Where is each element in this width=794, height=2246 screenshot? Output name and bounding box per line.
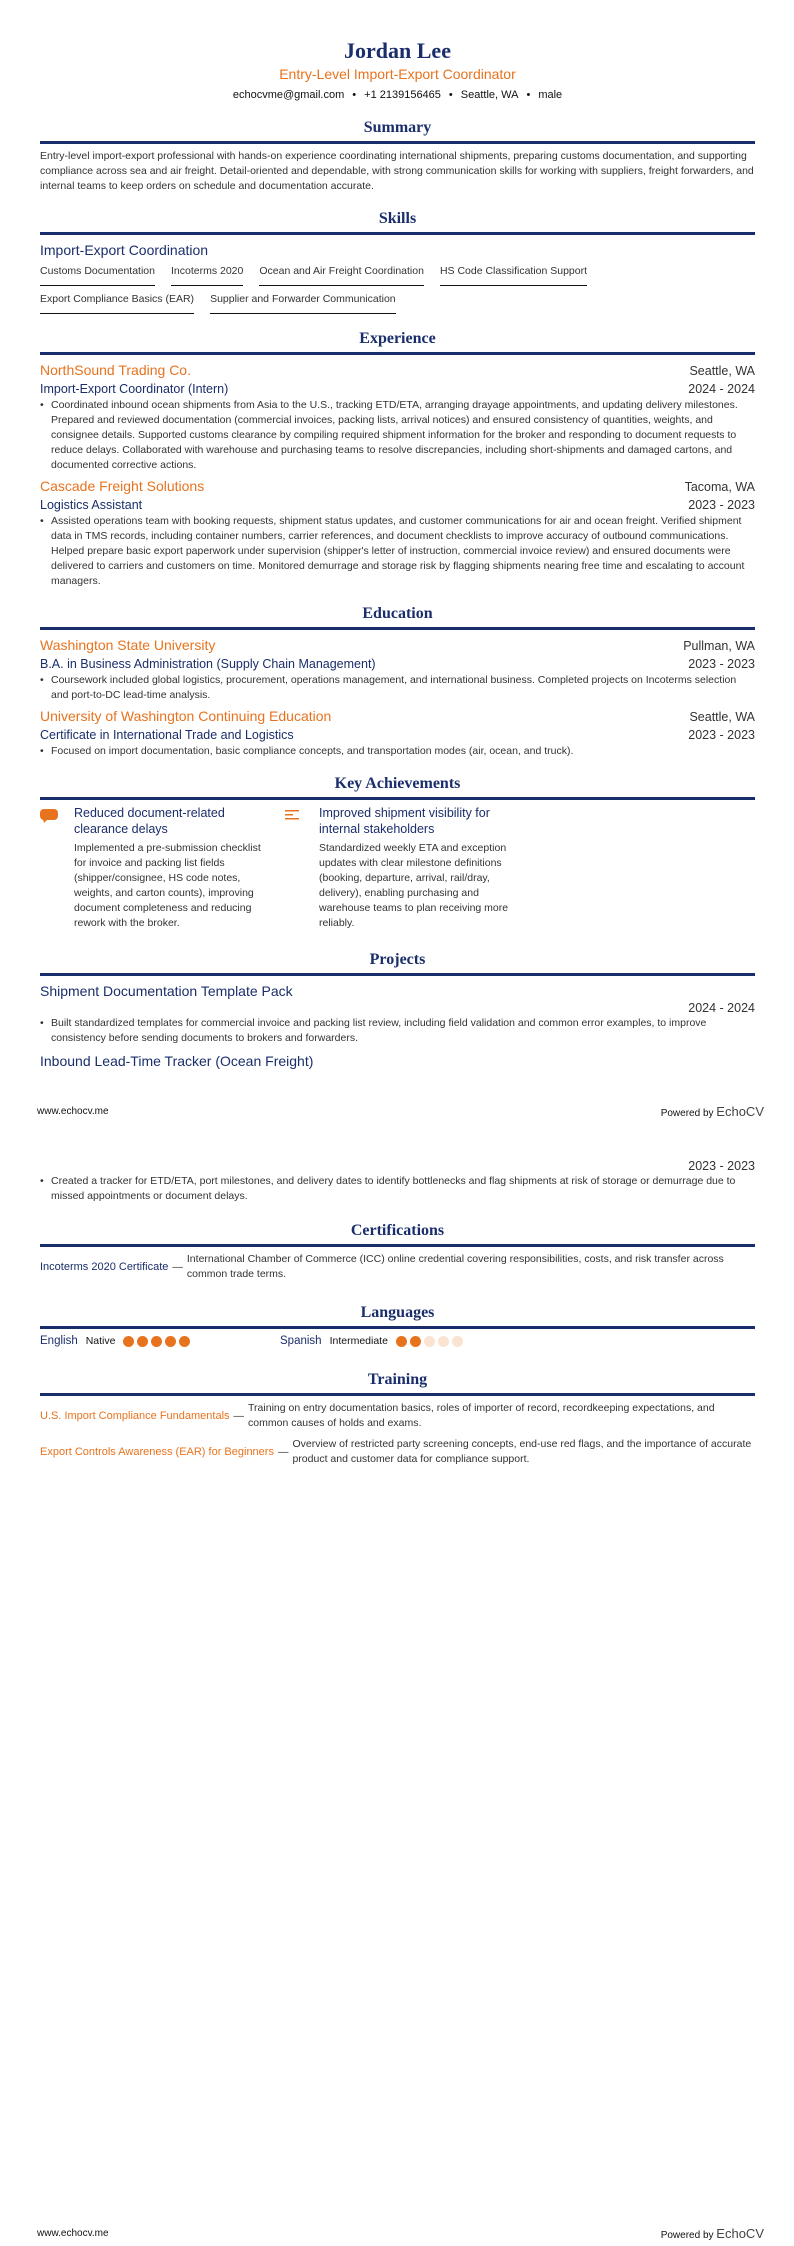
brand: EchoCV [716, 1104, 764, 1119]
education-item [40, 635, 755, 703]
bullet: • Focused on import documentation, basic compliance concepts, and transportation modes (air, ocean, and truck). [51, 744, 755, 759]
section-heading: Training [40, 1369, 755, 1396]
achievement-item [40, 805, 265, 931]
project-title: Shipment Documentation Template Pack [40, 983, 293, 999]
cert-desc: International Chamber of Commerce (ICC) online credential covering responsibilities, costs, and risk transfer across common trade terms. [186, 1253, 724, 1280]
company: NorthSound Trading Co. [40, 362, 191, 378]
project-title: Inbound Lead-Time Tracker (Ocean Freight) [40, 1053, 314, 1069]
language-item [40, 1334, 280, 1349]
bullet: • Built standardized templates for commercial invoice and packing list review, including field validation and common error examples, to improve consistency before sending documents to brokers and forwarders. [51, 1016, 755, 1046]
language-level: Native [85, 1335, 116, 1347]
languages-section [40, 1302, 755, 1349]
rating-dot-filled [165, 1336, 176, 1347]
bullet: • Assisted operations team with booking requests, shipment status updates, and customer communications for air and ocean freight. Verified shipment data in TMS records, including container numbers, carrier references, and document checklists to improve accuracy of outbound communications. Helped prepare basic export paperwork under supervision (shipper's letter of instruction, commercial invoice review) and ensured documents were delivered to carriers and customers on time. Monitored demurrage and storage risk by flagging shipments nearing free time and escalating to account managers. [51, 514, 755, 589]
location: Seattle, WA [689, 710, 755, 724]
section-heading: Skills [40, 208, 755, 235]
training-section: Training U.S. Import Compliance Fundamentals — Training on entry documentation basics, roles of importer of record, recordkeeping expectations, and common causes of holds and exams. Export Controls Awareness (EAR) for Beginners — Overview of restricted party screening concepts, end-use red flags, and the importance of accurate product and customer data for compliance support. [40, 1369, 755, 1467]
role: Logistics Assistant [40, 498, 143, 512]
section-heading: Summary [40, 117, 755, 144]
training-name: Export Controls Awareness (EAR) for Beginners [40, 1445, 274, 1458]
language-item [280, 1334, 520, 1349]
bullet: • Coursework included global logistics, procurement, operations management, and international business. Completed projects on Incoterms selection and port-to-DC lead-time analysis. [51, 673, 755, 703]
training-desc: Training on entry documentation basics, roles of importer of record, recordkeeping expectations, and common causes of holds and exams. [248, 1402, 715, 1429]
skill-group-title: Import-Export Coordination [40, 242, 209, 258]
section-heading: Languages [40, 1302, 755, 1329]
dates: 2023 - 2023 [688, 498, 755, 512]
language-name: English [40, 1335, 78, 1347]
experience-item [40, 476, 755, 589]
achievements-section [40, 773, 755, 931]
certifications-section: Certifications Incoterms 2020 Certificate — International Chamber of Commerce (ICC) online credential covering responsibilities, costs, and risk transfer across common trade terms. [40, 1220, 755, 1282]
site-link[interactable]: www.echocv.me [37, 2228, 109, 2239]
email[interactable]: echocvme@gmail.com [232, 89, 345, 101]
achievement-text: Standardized weekly ETA and exception updates with clear milestone definitions (booking, departure, arrival, rail/dray, delivery), enabling purchasing and warehouse teams to plan receiving more reliably. [319, 842, 509, 929]
speech-bubble-icon [40, 805, 60, 931]
section-heading: Projects [40, 949, 755, 976]
skills-section [40, 208, 755, 314]
dates: 2023 - 2023 [688, 1159, 755, 1173]
achievement-title: Reduced document-related clearance delays [74, 806, 225, 836]
role: Import-Export Coordinator (Intern) [40, 382, 229, 396]
education-section [40, 603, 755, 759]
contacts: echocvme@gmail.com • +1 2139156465 • Seattle, WA • male [232, 89, 563, 101]
degree: B.A. in Business Administration (Supply Chain Management) [40, 657, 376, 671]
achievement-title: Improved shipment visibility for internal stakeholders [319, 806, 490, 836]
rating-dot-filled [396, 1336, 407, 1347]
location: Pullman, WA [683, 639, 755, 653]
section-heading: Education [40, 603, 755, 630]
rating-dot-filled [137, 1336, 148, 1347]
location: Seattle, WA [689, 364, 755, 378]
dates: 2023 - 2023 [688, 657, 755, 671]
page-footer [37, 2226, 764, 2243]
gender: male [538, 89, 563, 101]
training-desc: Overview of restricted party screening concepts, end-use red flags, and the importance of accurate product and customer data for compliance support. [292, 1438, 752, 1465]
location: Tacoma, WA [684, 480, 755, 494]
experience-section [40, 328, 755, 589]
bullet: • Coordinated inbound ocean shipments from Asia to the U.S., tracking ETD/ETA, arranging drayage appointments, and updating delivery milestones. Prepared and reviewed documentation (commercial invoices, packing lists, arrival notices) and ensured consistency of quantities, weights, and consignee details. Supported customs clearance by compiling required shipment information for the broker and responding to document requests to reduce delays. Collaborated with warehouse and purchasing teams to resolve discrepancies, including short-shipments and damaged cartons, and documented corrective actions. [51, 398, 755, 473]
projects-section [40, 949, 755, 1204]
dates: 2024 - 2024 [688, 1001, 755, 1015]
lines-icon [285, 805, 305, 931]
dates: 2023 - 2023 [688, 728, 755, 742]
rating-dots [396, 1336, 463, 1347]
rating-dot-filled [123, 1336, 134, 1347]
resume [40, 38, 755, 1473]
powered-by: Powered by [660, 1108, 714, 1119]
location: Seattle, WA [460, 89, 519, 101]
skill-chip: Supplier and Forwarder Communication [210, 292, 396, 314]
brand: EchoCV [716, 2226, 764, 2241]
rating-dot-empty [452, 1336, 463, 1347]
skill-chip: Incoterms 2020 [171, 264, 243, 286]
summary-section [40, 117, 755, 194]
section-heading: Key Achievements [40, 773, 755, 800]
project-item [40, 1051, 755, 1204]
skill-chip: Ocean and Air Freight Coordination [259, 264, 424, 286]
education-item [40, 706, 755, 759]
company: Cascade Freight Solutions [40, 478, 205, 494]
rating-dot-filled [151, 1336, 162, 1347]
degree: Certificate in International Trade and Logistics [40, 728, 294, 742]
section-heading: Experience [40, 328, 755, 355]
training-name: U.S. Import Compliance Fundamentals [40, 1409, 230, 1422]
rating-dot-filled [179, 1336, 190, 1347]
dates: 2024 - 2024 [688, 382, 755, 396]
section-heading: Certifications [40, 1220, 755, 1247]
achievement-item [285, 805, 510, 931]
language-level: Intermediate [329, 1335, 388, 1347]
rating-dot-empty [424, 1336, 435, 1347]
cert-name: Incoterms 2020 Certificate [40, 1260, 169, 1273]
language-name: Spanish [280, 1335, 322, 1347]
experience-item [40, 360, 755, 473]
site-link[interactable]: www.echocv.me [37, 1106, 109, 1117]
candidate-title: Entry-Level Import-Export Coordinator [279, 66, 516, 82]
page-footer [37, 1104, 764, 1121]
summary-text: Entry-level import-export professional with hands-on experience coordinating international shipments, preparing customs documentation, and supporting compliance across sea and air freight. Detail-oriented and dependable, with strong communication skills for working with suppliers, freight forwarders, and internal teams to keep orders on schedule and documentation accurate. [40, 150, 754, 192]
rating-dot-filled [410, 1336, 421, 1347]
skill-chip: Customs Documentation [40, 264, 155, 286]
candidate-name: Jordan Lee [344, 38, 451, 63]
skill-chip: HS Code Classification Support [440, 264, 587, 286]
school: Washington State University [40, 637, 216, 653]
phone[interactable]: +1 2139156465 [364, 89, 441, 101]
skill-chip: Export Compliance Basics (EAR) [40, 292, 194, 314]
achievement-text: Implemented a pre-submission checklist for invoice and packing list fields (shipper/consignee, HS code notes, weights, and carton counts), improving document completeness and reducing rework with the broker. [74, 842, 261, 929]
powered-by: Powered by [660, 2230, 714, 2241]
bullet: • Created a tracker for ETD/ETA, port milestones, and delivery dates to identify bottlenecks and flag shipments at risk of storage or demurrage due to missed appointments or document delays. [51, 1174, 755, 1204]
rating-dots [123, 1336, 190, 1347]
project-item [40, 981, 755, 1046]
rating-dot-empty [438, 1336, 449, 1347]
school: University of Washington Continuing Education [40, 708, 332, 724]
